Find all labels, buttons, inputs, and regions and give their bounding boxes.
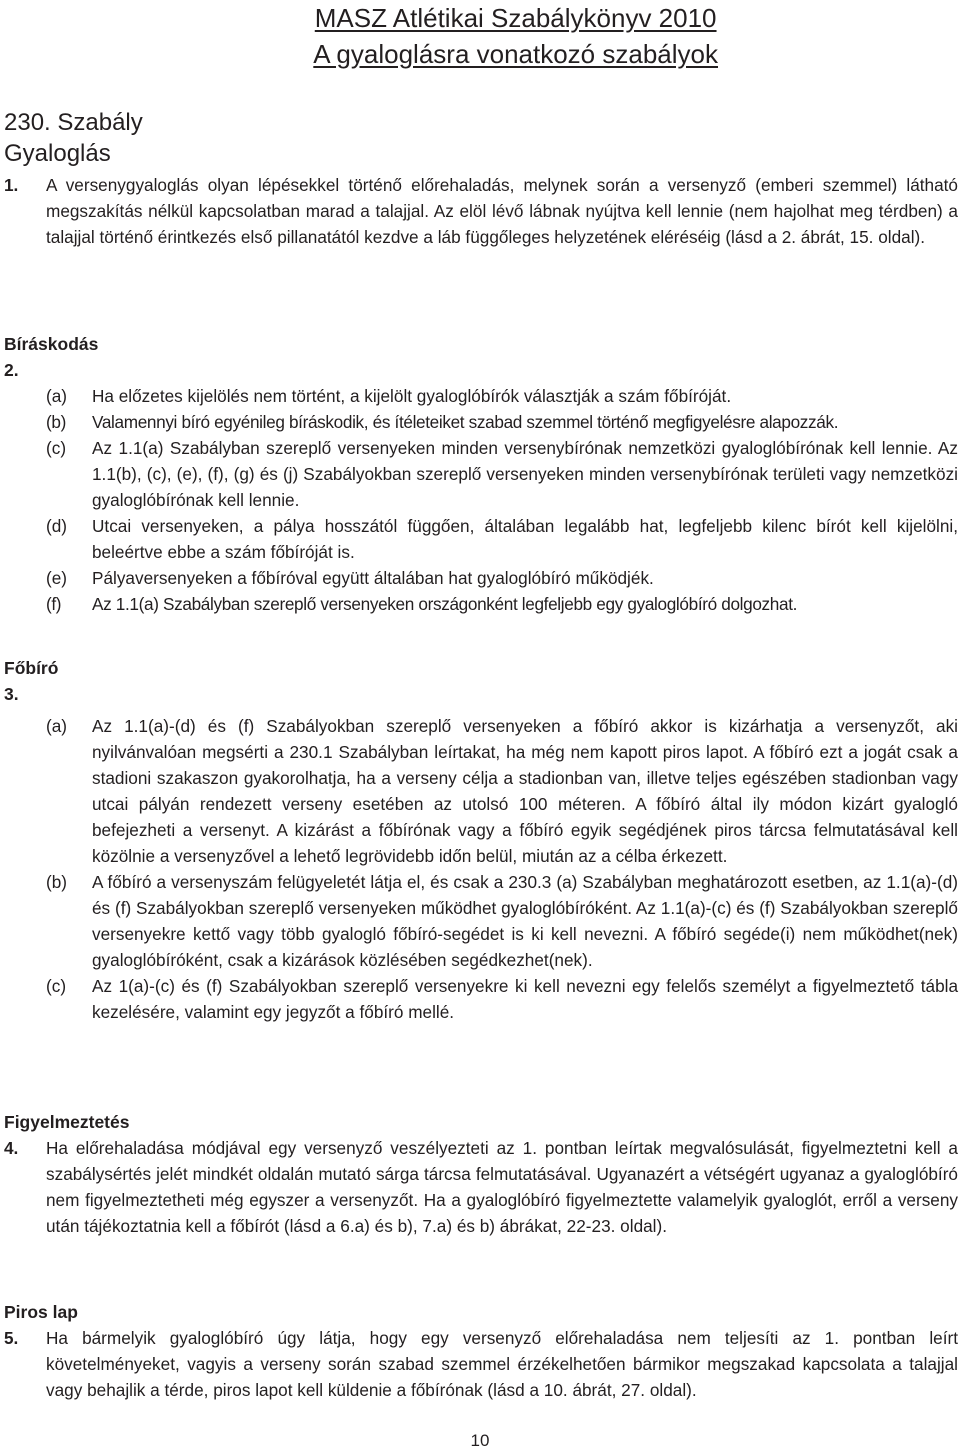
list-item — [4, 591, 958, 617]
section-biraskodas — [4, 331, 958, 617]
item-text: Az 1.1(a) Szabályban szereplő versenyeken minden versenybírónak nemzetközi gyaloglóbírónak kell lennie. Az 1.1(b), (c), (e), (f), (g) és (j) Szabályokban szereplő versenyeken minden versenybírónak területi vagy nemzetközi gyaloglóbírónak kell lennie. — [92, 438, 958, 510]
list-item — [4, 973, 958, 1025]
title-line-1: MASZ Atlétikai Szabálykönyv 2010 — [314, 3, 717, 33]
paragraph-1 — [4, 172, 958, 250]
section-figyelmeztetes — [4, 1109, 958, 1239]
paragraph-text: Ha bármelyik gyaloglóbíró úgy látja, hogy egy versenyző előrehaladása nem teljesíti az 1. pontban leírt követelményeket, vagyis a verseny során szabad szemmel érzékelhetően bármikor megszakad kapcsolata a talajjal vagy behajlik a térde, piros lapot kell küldenie a főbírónak (lásd a 10. ábrát, 27. oldal). — [46, 1328, 958, 1400]
item-text: Az 1.1(a)-(d) és (f) Szabályokban szereplő versenyeken a főbíró akkor is kizárhatja a versenyzőt, aki nyilvánvalóan megsérti a 230.1 Szabályban leírtakat, ha még nem kapott piros lapot. A főbíró ezt a jogát csak a stadioni szakaszon gyakorolhatja, ha a verseny célja a stadionban van, illetve teljes egészében stadionban vagy utcai pályán rendezett verseny esetében az utolsó 100 méteren. A főbíró által ily módon kizárt gyalogló befejezheti a versenyt. A kizárást a főbírónak vagy a főbíró egyik segédjének piros tárcsa felmutatásával kell közölnie a versenyzővel a lehető legrövidebb időn belül, miután az a célba érkezett. — [92, 716, 958, 866]
paragraph-text: Ha előrehaladása módjával egy versenyző veszélyezteti az 1. pontban leírtak megvalósulását, figyelmeztetni kell a szabálysértés jelét mindkét oldalán mutató sárga tárcsa felmutatásával. Ugyanazért a vétségért ugyanaz a gyaloglóbíró nem figyelmeztetheti még egyszer a versenyzőt. Ha a gyaloglóbíró figyelmeztette valamelyik gyaloglót, erről a verseny után tájékoztatnia kell a főbírót (lásd a 6.a) és b), 7.a) és b) ábrákat, 22-23. oldal). — [46, 1138, 958, 1236]
list-item — [4, 713, 958, 869]
item-label: (c) — [46, 976, 67, 996]
section-number: 2. — [4, 360, 19, 380]
item-text: Pályaversenyeken a főbíróval együtt általában hat gyaloglóbíró működjék. — [92, 568, 654, 588]
section-title: Figyelmeztetés — [4, 1112, 130, 1132]
item-text: Ha előzetes kijelölés nem történt, a kijelölt gyaloglóbírók választják a szám főbíróját. — [92, 386, 732, 406]
list-item — [4, 435, 958, 513]
paragraph-number: 1. — [4, 175, 19, 195]
list-item — [4, 383, 958, 409]
item-text: Utcai versenyeken, a pálya hosszától függően, általában legalább hat, legfeljebb kilenc bírót kell kijelölni, beleértve ebbe a szám főbíróját is. — [92, 516, 958, 562]
item-label: (a) — [46, 716, 68, 736]
rule-heading — [4, 107, 143, 169]
item-text: A főbíró a versenyszám felügyeletét látja el, és csak a 230.3 (a) Szabályban meghatározott esetben, az 1.1(a)-(d) és (f) Szabályokban szereplő versenyeken működhet gyaloglóbíróként. Az 1.1(a)-(c) és (f) Szabályokban szereplő versenyekre kettő vagy több gyalogló főbíró-segédet is ki kell nevezni. A főbíró segéde(i) nem működhet(nek) gyaloglóbíróként, csak a kizárások közlésében segédkezhet(nek). — [92, 872, 958, 970]
list-item — [4, 565, 958, 591]
item-text: Az 1.1(a) Szabályban szereplő versenyeken országonként legfeljebb egy gyaloglóbíró dolgozhat. — [92, 594, 798, 614]
section-title: Piros lap — [4, 1302, 78, 1322]
item-text: Valamennyi bíró egyénileg bíráskodik, és ítéleteiket szabad szemmel történő megfigyelésre alapozzák. — [92, 412, 839, 432]
item-label: (a) — [46, 386, 68, 406]
section-title: Bíráskodás — [4, 334, 99, 354]
paragraph-number: 5. — [4, 1328, 19, 1348]
item-label: (b) — [46, 872, 68, 892]
list-item — [4, 869, 958, 973]
item-label: (c) — [46, 438, 67, 458]
page-number: 10 — [470, 1431, 490, 1450]
rule-number: 230. Szabály — [4, 109, 143, 136]
section-title: Főbíró — [4, 658, 59, 678]
title-line-2: A gyaloglásra vonatkozó szabályok — [313, 39, 718, 69]
item-label: (d) — [46, 516, 68, 536]
item-label: (b) — [46, 412, 66, 432]
item-text: Az 1(a)-(c) és (f) Szabályokban szereplő versenyekre ki kell nevezni egy felelős személyt a figyelmeztető tábla kezelésére, valamint egy jegyzőt a főbíró mellé. — [92, 976, 958, 1022]
section-piros-lap — [4, 1299, 958, 1403]
paragraph-text: A versenygyaloglás olyan lépésekkel történő előrehaladás, melynek során a versenyző (emberi szemmel) látható megszakítás nélkül kapcsolatban marad a talajjal. Az elöl lévő lábnak nyújtva kell lennie (nem hajolhat meg térdben) a talajjal történő érintkezés első pillanatától kezdve a láb függőleges helyzetének eléréséig (lásd a 2. ábrát, 15. oldal). — [46, 175, 958, 247]
item-label: (f) — [46, 594, 62, 614]
list-item — [4, 513, 958, 565]
rule-name: Gyaloglás — [4, 140, 111, 167]
list-item — [4, 409, 958, 435]
paragraph-number: 4. — [4, 1138, 19, 1158]
document-title — [313, 0, 718, 72]
item-label: (e) — [46, 568, 68, 588]
section-fobiro — [4, 655, 958, 1025]
section-number: 3. — [4, 684, 19, 704]
